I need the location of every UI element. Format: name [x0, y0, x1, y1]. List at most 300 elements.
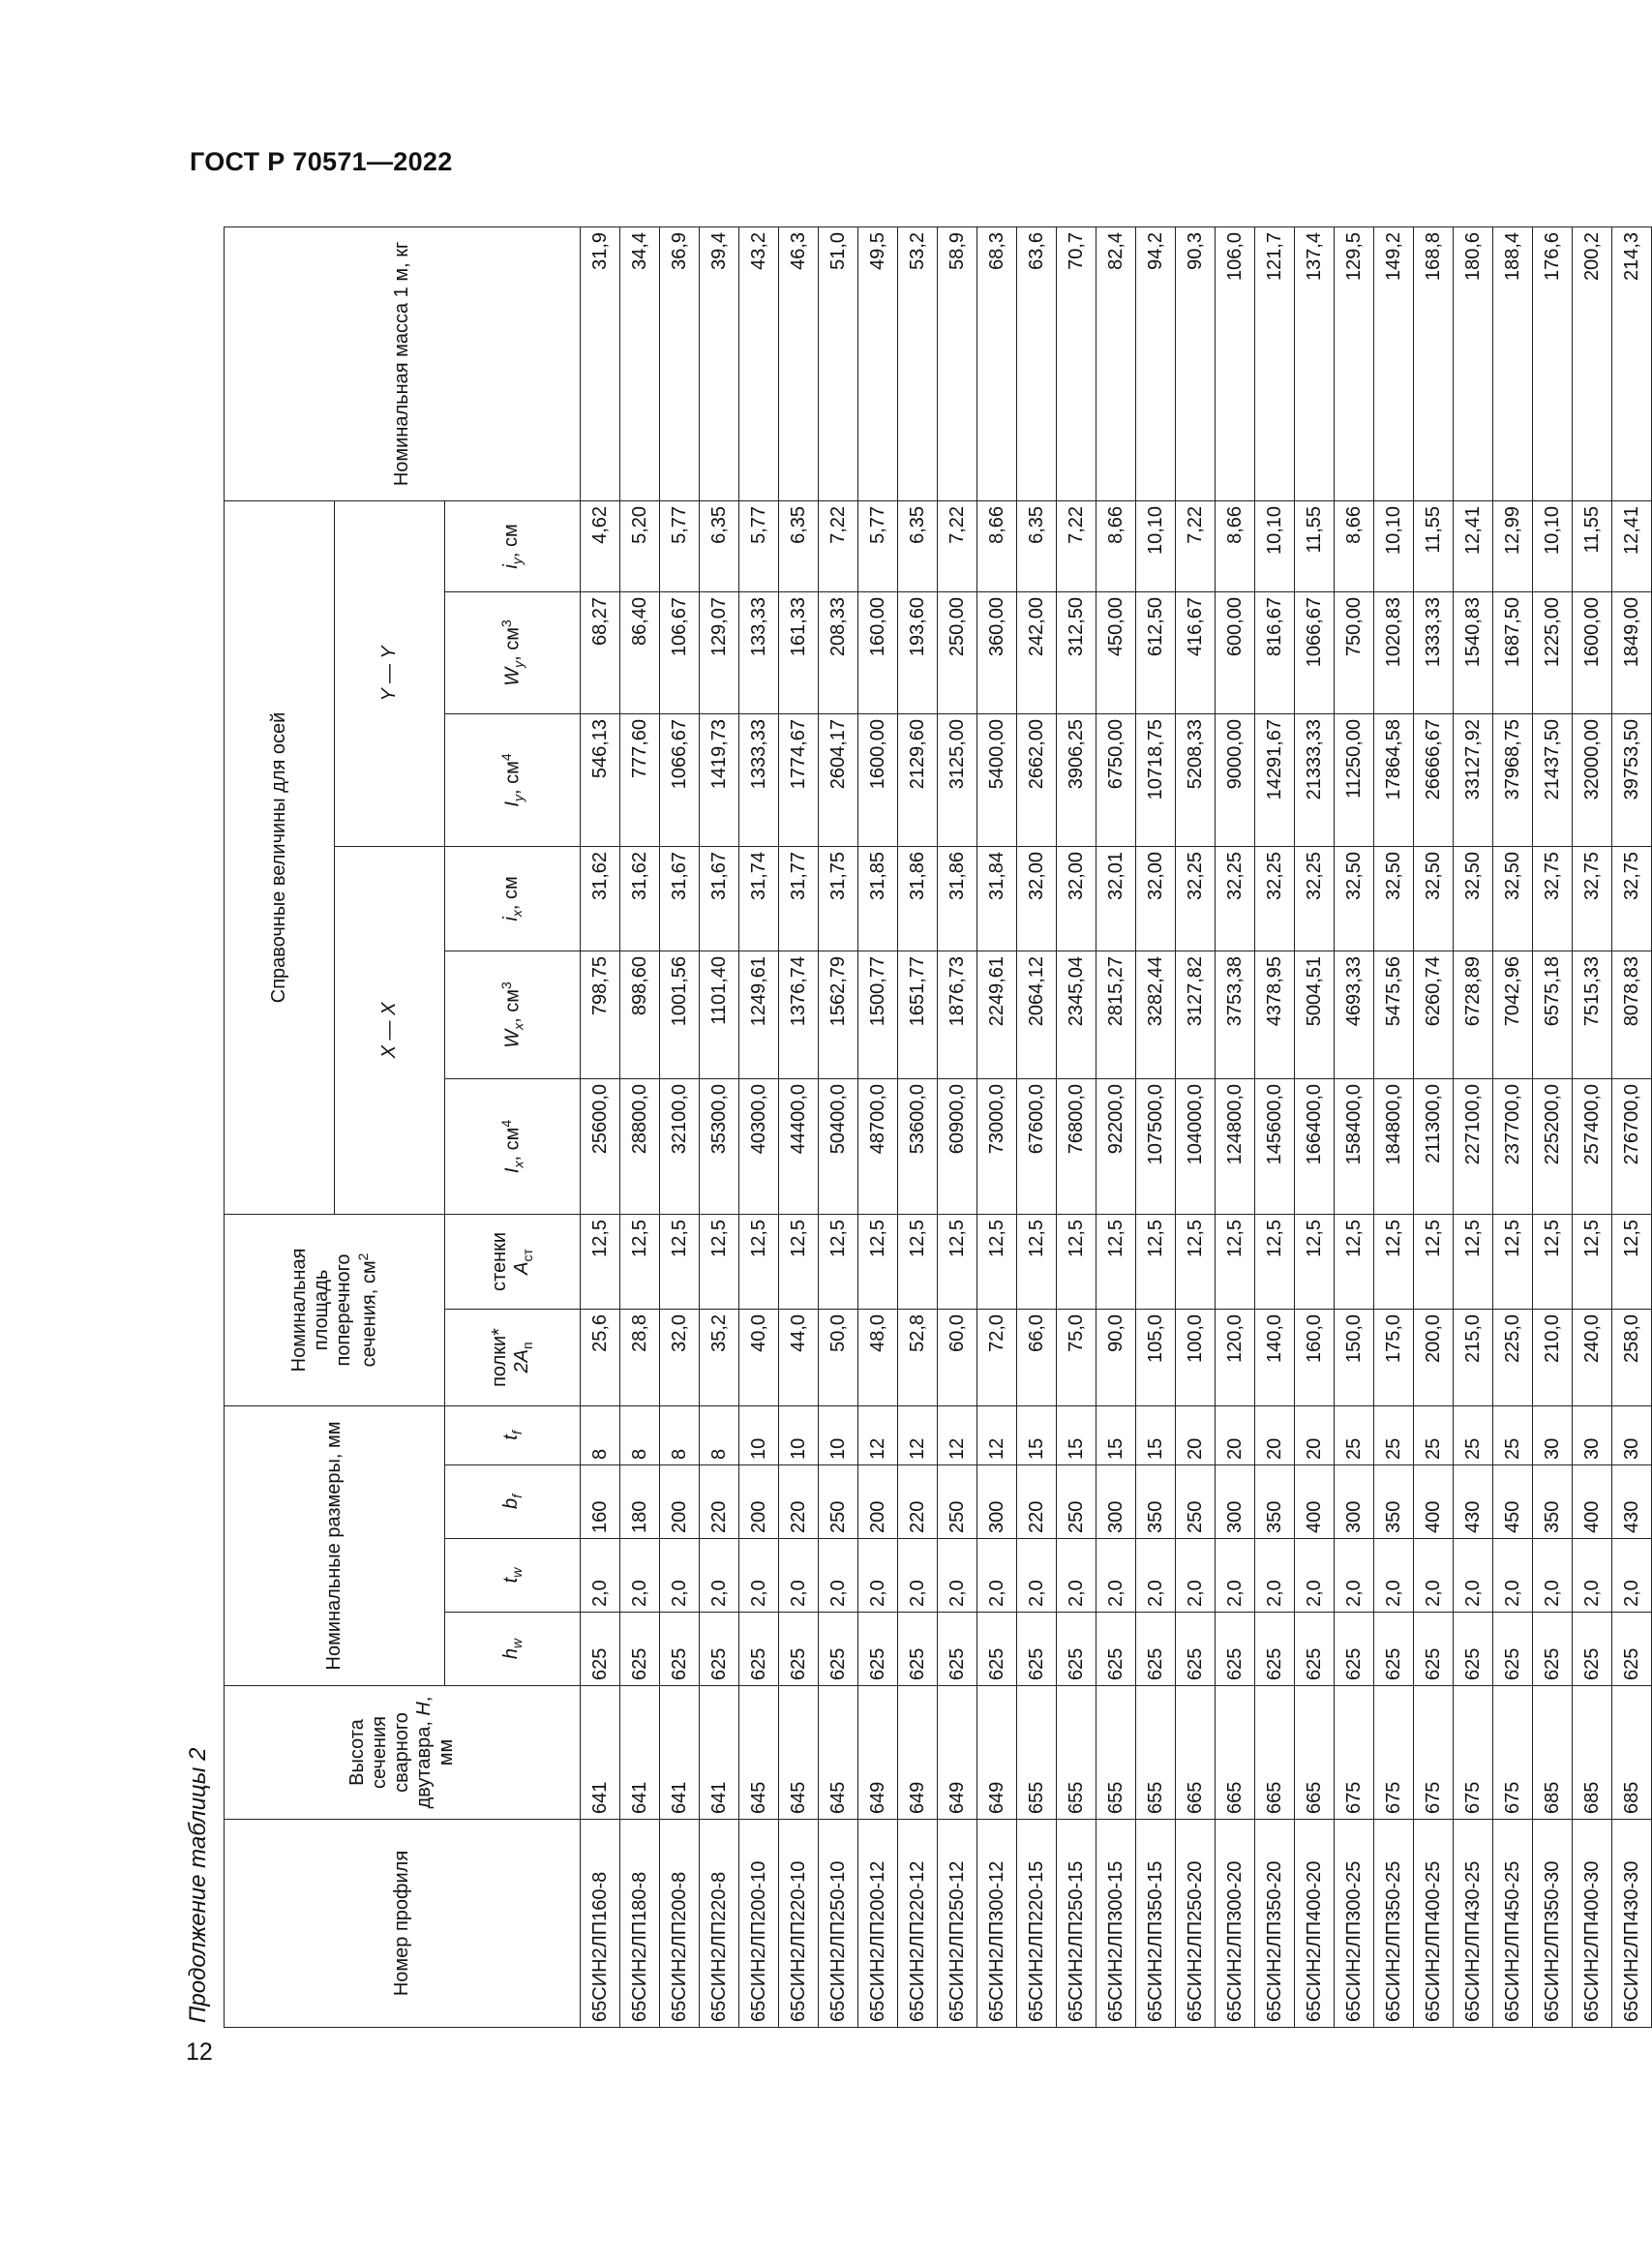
cell-flange-area: 66,0: [1017, 1309, 1057, 1405]
cell-wy: 612,50: [1136, 591, 1176, 713]
table-row: [1295, 226, 1335, 2027]
table-row: [1255, 226, 1295, 2027]
cell-height: 649: [938, 1686, 977, 1820]
cell-profile: 65СИН2ЛП300-15: [1096, 1820, 1136, 2028]
header-tf: $t_f$: [445, 1405, 581, 1464]
header-rx: $i_x$, см: [445, 846, 581, 951]
cell-web-area: 12,5: [739, 1214, 779, 1309]
cell-wx: 5004,51: [1295, 951, 1335, 1078]
cell-ry: 6,35: [700, 500, 739, 591]
cell-wy: 160,00: [858, 591, 898, 713]
cell-flange-area: 140,0: [1255, 1309, 1295, 1405]
cell-height: 649: [977, 1686, 1017, 1820]
cell-profile: 65СИН2ЛП400-30: [1573, 1820, 1612, 2028]
cell-iy: 39753,50: [1612, 713, 1652, 846]
cell-iy: 9000,00: [1216, 713, 1255, 846]
cell-tf: 25: [1374, 1405, 1414, 1464]
table-row: [1335, 226, 1374, 2027]
cell-wy: 106,67: [660, 591, 700, 713]
cell-bf: 350: [1374, 1465, 1414, 1539]
header-area: Номинальная площадь поперечного сечения, $см^2$: [225, 1214, 445, 1405]
cell-profile: 65СИН2ЛП220-15: [1017, 1820, 1057, 2028]
cell-bf: 180: [620, 1465, 660, 1539]
cell-height: 649: [858, 1686, 898, 1820]
cell-bf: 250: [819, 1465, 858, 1539]
cell-height: 641: [700, 1686, 739, 1820]
cell-profile: 65СИН2ЛП200-12: [858, 1820, 898, 2028]
cell-hw: 625: [1136, 1613, 1176, 1686]
cell-mass: 68,3: [977, 226, 1017, 500]
cell-profile: 65СИН2ЛП350-30: [1533, 1820, 1573, 2028]
cell-tf: 8: [581, 1405, 620, 1464]
cell-height: 655: [1057, 1686, 1096, 1820]
cell-wy: 750,00: [1335, 591, 1374, 713]
cell-ry: 8,66: [977, 500, 1017, 591]
cell-profile: 65СИН2ЛП300-12: [977, 1820, 1017, 2028]
cell-height: 641: [660, 1686, 700, 1820]
cell-tf: 25: [1414, 1405, 1454, 1464]
cell-iy: 6750,00: [1096, 713, 1136, 846]
cell-flange-area: 105,0: [1136, 1309, 1176, 1405]
cell-wx: 898,60: [620, 951, 660, 1078]
cell-wy: 1687,50: [1493, 591, 1533, 713]
table-row: [620, 226, 660, 2027]
cell-wy: 161,33: [779, 591, 819, 713]
cell-profile: 65СИН2ЛП250-15: [1057, 1820, 1096, 2028]
cell-tw: 2,0: [1493, 1539, 1533, 1613]
cell-height: 675: [1493, 1686, 1533, 1820]
cell-iy: 37968,75: [1493, 713, 1533, 846]
cell-tw: 2,0: [858, 1539, 898, 1613]
cell-iy: 5208,33: [1176, 713, 1216, 846]
table-row: [1374, 226, 1414, 2027]
cell-rx: 32,50: [1335, 846, 1374, 951]
cell-ix: 32100,0: [660, 1078, 700, 1214]
document-title: ГОСТ Р 70571—2022: [190, 147, 453, 176]
cell-bf: 160: [581, 1465, 620, 1539]
cell-profile: 65СИН2ЛП350-20: [1255, 1820, 1295, 2028]
cell-flange-area: 25,6: [581, 1309, 620, 1405]
cell-tw: 2,0: [977, 1539, 1017, 1613]
cell-tf: 10: [779, 1405, 819, 1464]
cell-wx: 2064,12: [1017, 951, 1057, 1078]
cell-hw: 625: [779, 1613, 819, 1686]
cell-mass: 94,2: [1136, 226, 1176, 500]
header-axis-x: X — X: [335, 846, 445, 1214]
cell-rx: 31,67: [660, 846, 700, 951]
cell-hw: 625: [1096, 1613, 1136, 1686]
cell-rx: 31,85: [858, 846, 898, 951]
cell-tf: 10: [739, 1405, 779, 1464]
cell-wy: 1225,00: [1533, 591, 1573, 713]
cell-ry: 8,66: [1335, 500, 1374, 591]
cell-wx: 3282,44: [1136, 951, 1176, 1078]
cell-iy: 2129,60: [898, 713, 938, 846]
cell-tf: 15: [1136, 1405, 1176, 1464]
cell-wy: 360,00: [977, 591, 1017, 713]
cell-wy: 193,60: [898, 591, 938, 713]
cell-ix: 104000,0: [1176, 1078, 1216, 1214]
table-row: [819, 226, 858, 2027]
cell-mass: 34,4: [620, 226, 660, 500]
cell-web-area: 12,5: [660, 1214, 700, 1309]
cell-hw: 625: [1414, 1613, 1454, 1686]
cell-rx: 32,50: [1414, 846, 1454, 951]
cell-wy: 242,00: [1017, 591, 1057, 713]
cell-web-area: 12,5: [819, 1214, 858, 1309]
cell-wx: 798,75: [581, 951, 620, 1078]
cell-rx: 31,67: [700, 846, 739, 951]
cell-wx: 1651,77: [898, 951, 938, 1078]
cell-profile: 65СИН2ЛП200-8: [660, 1820, 700, 2028]
cell-wy: 600,00: [1216, 591, 1255, 713]
cell-web-area: 12,5: [1295, 1214, 1335, 1309]
cell-flange-area: 32,0: [660, 1309, 700, 1405]
cell-height: 675: [1335, 1686, 1374, 1820]
cell-bf: 350: [1533, 1465, 1573, 1539]
cell-flange-area: 75,0: [1057, 1309, 1096, 1405]
cell-web-area: 12,5: [1017, 1214, 1057, 1309]
cell-hw: 625: [739, 1613, 779, 1686]
cell-tw: 2,0: [1057, 1539, 1096, 1613]
cell-bf: 220: [700, 1465, 739, 1539]
cell-iy: 1774,67: [779, 713, 819, 846]
cell-ry: 7,22: [1057, 500, 1096, 591]
cell-tf: 30: [1533, 1405, 1573, 1464]
cell-ry: 11,55: [1573, 500, 1612, 591]
cell-iy: 1419,73: [700, 713, 739, 846]
cell-web-area: 12,5: [1454, 1214, 1493, 1309]
cell-bf: 250: [938, 1465, 977, 1539]
cell-flange-area: 35,2: [700, 1309, 739, 1405]
cell-tw: 2,0: [1255, 1539, 1295, 1613]
cell-tf: 8: [660, 1405, 700, 1464]
cell-hw: 625: [1295, 1613, 1335, 1686]
cell-ry: 12,99: [1493, 500, 1533, 591]
cell-rx: 32,25: [1176, 846, 1216, 951]
cell-profile: 65СИН2ЛП220-12: [898, 1820, 938, 2028]
cell-flange-area: 90,0: [1096, 1309, 1136, 1405]
cell-height: 665: [1216, 1686, 1255, 1820]
table-row: [1454, 226, 1493, 2027]
cell-flange-area: 60,0: [938, 1309, 977, 1405]
cell-rx: 31,86: [898, 846, 938, 951]
cell-height: 685: [1573, 1686, 1612, 1820]
cell-profile: 65СИН2ЛП160-8: [581, 1820, 620, 2028]
cell-web-area: 12,5: [1096, 1214, 1136, 1309]
cell-iy: 2662,00: [1017, 713, 1057, 846]
cell-ix: 40300,0: [739, 1078, 779, 1214]
cell-web-area: 12,5: [581, 1214, 620, 1309]
cell-ix: 48700,0: [858, 1078, 898, 1214]
cell-wx: 1562,79: [819, 951, 858, 1078]
cell-rx: 31,62: [620, 846, 660, 951]
cell-wy: 416,67: [1176, 591, 1216, 713]
cell-mass: 180,6: [1454, 226, 1493, 500]
header-profile: Номер профиля: [225, 1820, 581, 2028]
cell-tw: 2,0: [581, 1539, 620, 1613]
header-wy: $W_y$, $см^3$: [445, 591, 581, 713]
cell-height: 641: [581, 1686, 620, 1820]
cell-hw: 625: [1533, 1613, 1573, 1686]
cell-iy: 32000,00: [1573, 713, 1612, 846]
cell-web-area: 12,5: [620, 1214, 660, 1309]
cell-wy: 1849,00: [1612, 591, 1652, 713]
cell-rx: 32,50: [1374, 846, 1414, 951]
cell-ry: 10,10: [1374, 500, 1414, 591]
cell-web-area: 12,5: [1612, 1214, 1652, 1309]
header-ref: Справочные величины для осей: [225, 500, 335, 1214]
cell-ix: 166400,0: [1295, 1078, 1335, 1214]
cell-ix: 227100,0: [1454, 1078, 1493, 1214]
cell-wy: 1600,00: [1573, 591, 1612, 713]
cell-mass: 188,4: [1493, 226, 1533, 500]
header-ix: $I_x$, $см^4$: [445, 1078, 581, 1214]
cell-wx: 8078,83: [1612, 951, 1652, 1078]
cell-hw: 625: [1057, 1613, 1096, 1686]
cell-iy: 1333,33: [739, 713, 779, 846]
cell-mass: 214,3: [1612, 226, 1652, 500]
cell-wx: 6728,89: [1454, 951, 1493, 1078]
cell-hw: 625: [819, 1613, 858, 1686]
cell-wy: 250,00: [938, 591, 977, 713]
cell-profile: 65СИН2ЛП430-30: [1612, 1820, 1652, 2028]
cell-ix: 158400,0: [1335, 1078, 1374, 1214]
cell-flange-area: 160,0: [1295, 1309, 1335, 1405]
cell-hw: 625: [1573, 1613, 1612, 1686]
cell-hw: 625: [1176, 1613, 1216, 1686]
cell-wx: 5475,56: [1374, 951, 1414, 1078]
header-mass: Номинальная масса 1 м, кг: [225, 226, 581, 500]
cell-ry: 4,62: [581, 500, 620, 591]
cell-hw: 625: [581, 1613, 620, 1686]
cell-rx: 31,86: [938, 846, 977, 951]
cell-mass: 168,8: [1414, 226, 1454, 500]
cell-web-area: 12,5: [898, 1214, 938, 1309]
cell-tw: 2,0: [1533, 1539, 1573, 1613]
cell-mass: 90,3: [1176, 226, 1216, 500]
cell-flange-area: 175,0: [1374, 1309, 1414, 1405]
cell-profile: 65СИН2ЛП350-15: [1136, 1820, 1176, 2028]
cell-ix: 44400,0: [779, 1078, 819, 1214]
cell-rx: 31,77: [779, 846, 819, 951]
cell-iy: 21333,33: [1295, 713, 1335, 846]
cell-flange-area: 150,0: [1335, 1309, 1374, 1405]
cell-profile: 65СИН2ЛП250-10: [819, 1820, 858, 2028]
cell-tw: 2,0: [1454, 1539, 1493, 1613]
cell-bf: 220: [1017, 1465, 1057, 1539]
cell-web-area: 12,5: [1374, 1214, 1414, 1309]
cell-mass: 36,9: [660, 226, 700, 500]
cell-web-area: 12,5: [1414, 1214, 1454, 1309]
cell-hw: 625: [1017, 1613, 1057, 1686]
cell-bf: 430: [1612, 1465, 1652, 1539]
cell-flange-area: 28,8: [620, 1309, 660, 1405]
cell-wx: 6260,74: [1414, 951, 1454, 1078]
cell-profile: 65СИН2ЛП220-10: [779, 1820, 819, 2028]
cell-mass: 51,0: [819, 226, 858, 500]
cell-wy: 208,33: [819, 591, 858, 713]
cell-tw: 2,0: [779, 1539, 819, 1613]
table-row: [1612, 226, 1652, 2027]
cell-bf: 300: [1335, 1465, 1374, 1539]
cell-rx: 32,00: [1136, 846, 1176, 951]
table-row: [1414, 226, 1454, 2027]
cell-bf: 400: [1414, 1465, 1454, 1539]
cell-mass: 137,4: [1295, 226, 1335, 500]
cell-profile: 65СИН2ЛП250-12: [938, 1820, 977, 2028]
cell-tf: 20: [1255, 1405, 1295, 1464]
cell-bf: 300: [1096, 1465, 1136, 1539]
cell-bf: 350: [1136, 1465, 1176, 1539]
cell-web-area: 12,5: [858, 1214, 898, 1309]
cell-ry: 6,35: [1017, 500, 1057, 591]
cell-height: 655: [1136, 1686, 1176, 1820]
cell-tw: 2,0: [1216, 1539, 1255, 1613]
cell-mass: 200,2: [1573, 226, 1612, 500]
cell-ry: 5,77: [660, 500, 700, 591]
cell-hw: 625: [620, 1613, 660, 1686]
cell-bf: 200: [858, 1465, 898, 1539]
cell-iy: 21437,50: [1533, 713, 1573, 846]
cell-rx: 32,01: [1096, 846, 1136, 951]
cell-bf: 250: [1057, 1465, 1096, 1539]
cell-ry: 8,66: [1216, 500, 1255, 591]
table-row: [660, 226, 700, 2027]
table-row: [1573, 226, 1612, 2027]
cell-ix: 107500,0: [1136, 1078, 1176, 1214]
cell-tf: 12: [898, 1405, 938, 1464]
cell-rx: 32,75: [1533, 846, 1573, 951]
cell-profile: 65СИН2ЛП400-20: [1295, 1820, 1335, 2028]
cell-flange-area: 225,0: [1493, 1309, 1533, 1405]
cell-wx: 4693,33: [1335, 951, 1374, 1078]
cell-tf: 8: [700, 1405, 739, 1464]
cell-wx: 3127,82: [1176, 951, 1216, 1078]
cell-wy: 312,50: [1057, 591, 1096, 713]
cell-ry: 10,10: [1255, 500, 1295, 591]
cell-height: 655: [1096, 1686, 1136, 1820]
header-tw: $t_w$: [445, 1539, 581, 1613]
cell-ry: 6,35: [779, 500, 819, 591]
cell-rx: 32,00: [1017, 846, 1057, 951]
cell-wy: 1333,33: [1414, 591, 1454, 713]
cell-tf: 15: [1057, 1405, 1096, 1464]
cell-tf: 20: [1295, 1405, 1335, 1464]
cell-ix: 76800,0: [1057, 1078, 1096, 1214]
cell-bf: 300: [1216, 1465, 1255, 1539]
cell-height: 655: [1017, 1686, 1057, 1820]
cell-wx: 7515,33: [1573, 951, 1612, 1078]
table-row: [898, 226, 938, 2027]
cell-hw: 625: [1374, 1613, 1414, 1686]
cell-ry: 11,55: [1414, 500, 1454, 591]
header-iy: $I_y$, $см^4$: [445, 713, 581, 846]
cell-iy: 3125,00: [938, 713, 977, 846]
cell-rx: 32,25: [1295, 846, 1335, 951]
cell-ry: 5,20: [620, 500, 660, 591]
cell-wx: 2249,61: [977, 951, 1017, 1078]
cell-mass: 70,7: [1057, 226, 1096, 500]
cell-tw: 2,0: [1295, 1539, 1335, 1613]
cell-tf: 12: [938, 1405, 977, 1464]
header-axis-y: Y — Y: [335, 500, 445, 846]
table-row: [700, 226, 739, 2027]
cell-tf: 20: [1216, 1405, 1255, 1464]
cell-tf: 25: [1454, 1405, 1493, 1464]
cell-ix: 25600,0: [581, 1078, 620, 1214]
cell-rx: 32,75: [1573, 846, 1612, 951]
cell-ry: 11,55: [1295, 500, 1335, 591]
cell-wx: 1500,77: [858, 951, 898, 1078]
cell-rx: 31,62: [581, 846, 620, 951]
cell-rx: 32,75: [1612, 846, 1652, 951]
cell-web-area: 12,5: [1573, 1214, 1612, 1309]
cell-profile: 65СИН2ЛП300-20: [1216, 1820, 1255, 2028]
cell-tw: 2,0: [620, 1539, 660, 1613]
cell-bf: 300: [977, 1465, 1017, 1539]
cell-rx: 32,25: [1216, 846, 1255, 951]
cell-bf: 220: [779, 1465, 819, 1539]
cell-hw: 625: [1493, 1613, 1533, 1686]
cell-iy: 1066,67: [660, 713, 700, 846]
cell-ix: 60900,0: [938, 1078, 977, 1214]
cell-rx: 32,50: [1493, 846, 1533, 951]
cell-iy: 33127,92: [1454, 713, 1493, 846]
cell-bf: 400: [1573, 1465, 1612, 1539]
cell-profile: 65СИН2ЛП350-25: [1374, 1820, 1414, 2028]
cell-wy: 1066,67: [1295, 591, 1335, 713]
cell-iy: 1600,00: [858, 713, 898, 846]
table-row: [1136, 226, 1176, 2027]
cell-rx: 32,50: [1454, 846, 1493, 951]
profiles-table: [224, 226, 1652, 2028]
cell-web-area: 12,5: [779, 1214, 819, 1309]
cell-hw: 625: [898, 1613, 938, 1686]
cell-height: 665: [1176, 1686, 1216, 1820]
cell-ix: 35300,0: [700, 1078, 739, 1214]
table-header: [225, 226, 581, 2027]
cell-wy: 129,07: [700, 591, 739, 713]
cell-tf: 30: [1612, 1405, 1652, 1464]
table-row: [977, 226, 1017, 2027]
cell-mass: 49,5: [858, 226, 898, 500]
cell-flange-area: 120,0: [1216, 1309, 1255, 1405]
cell-profile: 65СИН2ЛП200-10: [739, 1820, 779, 2028]
cell-height: 685: [1533, 1686, 1573, 1820]
cell-height: 675: [1454, 1686, 1493, 1820]
cell-iy: 17864,58: [1374, 713, 1414, 846]
cell-flange-area: 200,0: [1414, 1309, 1454, 1405]
cell-tf: 12: [977, 1405, 1017, 1464]
cell-hw: 625: [977, 1613, 1017, 1686]
cell-tf: 15: [1017, 1405, 1057, 1464]
cell-ry: 10,10: [1533, 500, 1573, 591]
cell-ry: 7,22: [1176, 500, 1216, 591]
cell-web-area: 12,5: [938, 1214, 977, 1309]
cell-ix: 257400,0: [1573, 1078, 1612, 1214]
header-wx: $W_x$, $см^3$: [445, 951, 581, 1078]
cell-web-area: 12,5: [1057, 1214, 1096, 1309]
cell-iy: 11250,00: [1335, 713, 1374, 846]
table-caption: Продолжение таблицы 2: [185, 1747, 211, 2023]
table-row: [1533, 226, 1573, 2027]
cell-bf: 400: [1295, 1465, 1335, 1539]
cell-mass: 129,5: [1335, 226, 1374, 500]
cell-ry: 12,41: [1612, 500, 1652, 591]
cell-tw: 2,0: [1612, 1539, 1652, 1613]
cell-ix: 92200,0: [1096, 1078, 1136, 1214]
